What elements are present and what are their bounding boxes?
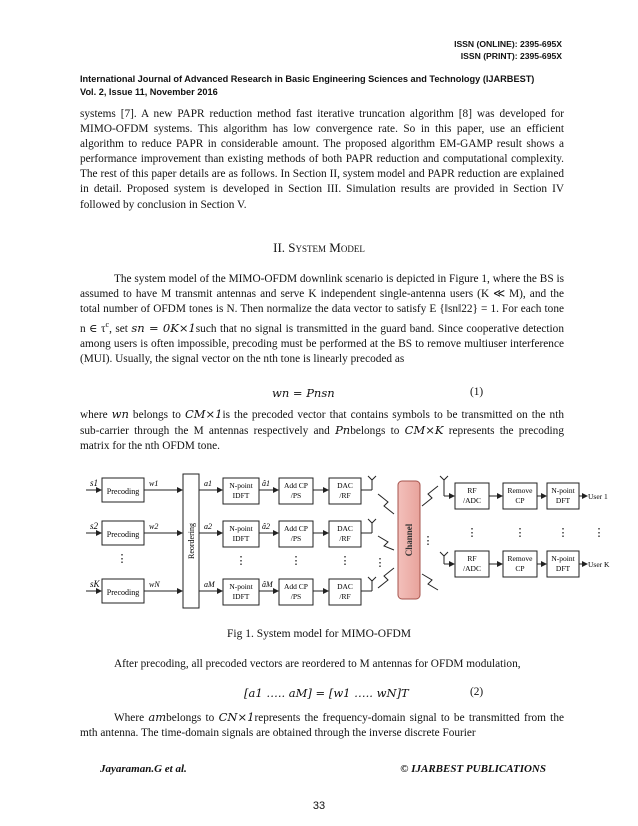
input-sk: sK <box>90 579 100 589</box>
p3-text-d: belongs to <box>350 425 405 438</box>
p3-text-a: where <box>80 409 112 421</box>
footer-publisher: © IJARBEST PUBLICATIONS <box>400 763 546 775</box>
p5-cn1: CN×1 <box>218 710 255 724</box>
svg-text:⋮: ⋮ <box>290 555 302 567</box>
p3-pn: Pn <box>335 423 351 438</box>
svg-text:⋮: ⋮ <box>339 555 351 567</box>
addcp-m-line1: Add CP <box>284 582 308 591</box>
rf-k-line1: RF <box>467 554 477 563</box>
section-title <box>0 240 638 256</box>
system-model-figure <box>76 466 580 620</box>
dots: ⋮ <box>116 553 128 565</box>
dac-2-line2: /RF <box>339 534 351 543</box>
equation-2: [a1 ….. aM] = [w1 ….. wN]T <box>244 686 409 700</box>
removecp-1-line2: CP <box>515 496 525 505</box>
p2-inline-eq: sn = 0K×1 <box>131 321 196 336</box>
input-s2: s2 <box>90 521 99 531</box>
p5-am: am <box>148 710 167 724</box>
intro-paragraph: systems [7]. A new PAPR reduction method fast iterative truncation algorithm [8] was developed for MIMO-OFDM systems. This algorithm has low convergence rate. So in this paper, use an efficient algorithm to reduce PAPR in considerable amount. The proposed algorithm EM-GAMP result shows a performance improvement than existing methods of both PAPR reduction and computational complexity. The rest of this paper details are as follows. In Section II, system model and PAPR reduction are explained in detail. Proposed system is developed in Section III. Simulation results are provided in Section IV followed by conclusion in Section V. <box>80 108 564 211</box>
channel-label: Channel <box>404 523 414 557</box>
w-label-2: w2 <box>149 522 159 531</box>
dac-2-line1: DAC <box>337 524 353 533</box>
wireless-icon <box>378 494 394 588</box>
issn-print: ISSN (PRINT): 2395-695X <box>460 51 562 61</box>
dft-k-line2: DFT <box>555 564 571 573</box>
precoding-label-1: Precoding <box>106 487 140 496</box>
system-model-paragraph <box>80 272 564 367</box>
p3-text-b: belongs to <box>128 409 185 421</box>
idft-m-line1: N-point <box>229 582 253 591</box>
a-label-2: a2 <box>204 522 212 531</box>
w-label-1: w1 <box>149 479 159 488</box>
journal-volume: Vol. 2, Issue 11, November 2016 <box>80 87 218 97</box>
addcp-2-line1: Add CP <box>284 524 308 533</box>
p5-text-c: represents the frequency-domain signal to be transmitted from the mth antenna. The time-domain signals are obtained through the inverse discrete Fourier <box>80 712 564 740</box>
idft-block-1 <box>223 478 259 504</box>
section-title-text: II. System Model <box>273 240 365 255</box>
user-outputs <box>579 466 635 620</box>
idft-block-2 <box>223 521 259 547</box>
precoding-paragraph <box>80 407 564 454</box>
dac-1-line2: /RF <box>339 491 351 500</box>
idft-2-line1: N-point <box>229 524 253 533</box>
svg-text:⋮: ⋮ <box>514 527 526 539</box>
p2-text-c: such that no signal is transmitted in the guard band. Since cooperative detection among users is often impossible, precoding must be performed at the BS to remove multiuser interference (MUI). Usually, the signal vector on the nth tone is linearly precoded as <box>80 323 564 366</box>
page-number: 33 <box>312 800 326 812</box>
reordering-label: Reordering <box>187 523 196 559</box>
rf-1-line2: /ADC <box>463 496 481 505</box>
p3-text-e: represents the precoding matrix for the nth OFDM tone. <box>80 425 564 453</box>
figure-caption: Fig 1. System model for MIMO-OFDM <box>226 628 411 640</box>
remove-cp-block-1 <box>503 483 537 509</box>
dac-m-line1: DAC <box>337 582 353 591</box>
w-label-n: wN <box>149 580 160 589</box>
rf-adc-block-1 <box>455 483 489 509</box>
dac-1-line1: DAC <box>337 481 353 490</box>
dft-block-1 <box>547 483 579 509</box>
idft-block-m <box>223 579 259 605</box>
svg-text:⋮: ⋮ <box>557 527 569 539</box>
addcp-block-2 <box>279 521 313 547</box>
precoding-label-k: Precoding <box>106 588 140 597</box>
dft-block-k <box>547 551 579 577</box>
removecp-1-line1: Remove <box>507 486 533 495</box>
reorder-paragraph: After precoding, all precoded vectors are reordered to M antennas for OFDM modulation, <box>114 658 521 670</box>
equation-1-number: (1) <box>470 386 484 398</box>
p2-sup: c <box>105 320 110 330</box>
dft-1-line1: N-point <box>551 486 575 495</box>
svg-text:⋮: ⋮ <box>593 527 605 539</box>
rx-antenna-icon <box>440 476 454 564</box>
a-label-1: a1 <box>204 479 212 488</box>
dac-block-2 <box>329 521 361 547</box>
idft-m-line2: IDFT <box>232 592 250 601</box>
addcp-1-line2: /PS <box>290 491 302 500</box>
p5-text-b: belongs to <box>166 712 219 724</box>
equation-2-number: (2) <box>470 686 484 698</box>
addcp-block-m <box>279 579 313 605</box>
svg-text:⋮: ⋮ <box>374 557 386 569</box>
rf-adc-block-k <box>455 551 489 577</box>
dft-k-line1: N-point <box>551 554 575 563</box>
issn-online: ISSN (ONLINE): 2395-695X <box>454 39 562 49</box>
p2-text-a: The system model of the MIMO-OFDM downlink scenario is depicted in Figure 1, where the BS is assumed to have M transmit antennas and serve K independent single-antenna users (K ≪ M), and the total number of OFDM tones is N. Then normalize the data vector to satisfy E {‖sn‖22} = 1. For each tone n ∈ τ <box>80 273 564 336</box>
a-label-m: aM <box>204 580 215 589</box>
p3-text-c: is the precoded vector that contains symbols to be transmitted on the nth sub-carrier through the M antennas respectively and <box>80 409 564 438</box>
ahat-label-1: â1 <box>262 479 270 488</box>
removecp-k-line1: Remove <box>507 554 533 563</box>
input-s1: s1 <box>90 478 99 488</box>
p3-wn: wn <box>111 407 129 421</box>
remove-cp-block-k <box>503 551 537 577</box>
frequency-domain-paragraph <box>80 710 564 741</box>
p3-cm1: CM×1 <box>184 407 223 421</box>
rf-k-line2: /ADC <box>463 564 481 573</box>
dft-1-line2: DFT <box>555 496 571 505</box>
p3-cmk: CM×K <box>404 423 444 438</box>
footer-author: Jayaraman.G et al. <box>100 763 187 775</box>
user-1-label: User 1 <box>588 492 608 501</box>
dac-block-m <box>329 579 361 605</box>
p5-text-a: Where <box>114 712 149 724</box>
addcp-block-1 <box>279 478 313 504</box>
dac-block-1 <box>329 478 361 504</box>
p2-text-b: , set <box>109 323 132 336</box>
svg-text:⋮: ⋮ <box>466 527 478 539</box>
idft-1-line2: IDFT <box>232 491 250 500</box>
ahat-label-m: âM <box>262 580 273 589</box>
dac-m-line2: /RF <box>339 592 351 601</box>
equation-1: wn = Pnsn <box>272 386 335 400</box>
journal-title: International Journal of Advanced Research in Basic Engineering Sciences and Technology (IJARBEST) <box>80 74 535 84</box>
rf-1-line1: RF <box>467 486 477 495</box>
tx-antenna-icon <box>361 476 376 591</box>
idft-1-line1: N-point <box>229 481 253 490</box>
addcp-m-line2: /PS <box>290 592 302 601</box>
addcp-1-line1: Add CP <box>284 481 308 490</box>
svg-text:⋮: ⋮ <box>422 535 434 547</box>
precoding-label-2: Precoding <box>106 530 140 539</box>
user-k-label: User K <box>588 560 610 569</box>
ahat-label-2: â2 <box>262 522 270 531</box>
addcp-2-line2: /PS <box>290 534 302 543</box>
idft-2-line2: IDFT <box>232 534 250 543</box>
svg-text:⋮: ⋮ <box>235 555 247 567</box>
removecp-k-line2: CP <box>515 564 525 573</box>
